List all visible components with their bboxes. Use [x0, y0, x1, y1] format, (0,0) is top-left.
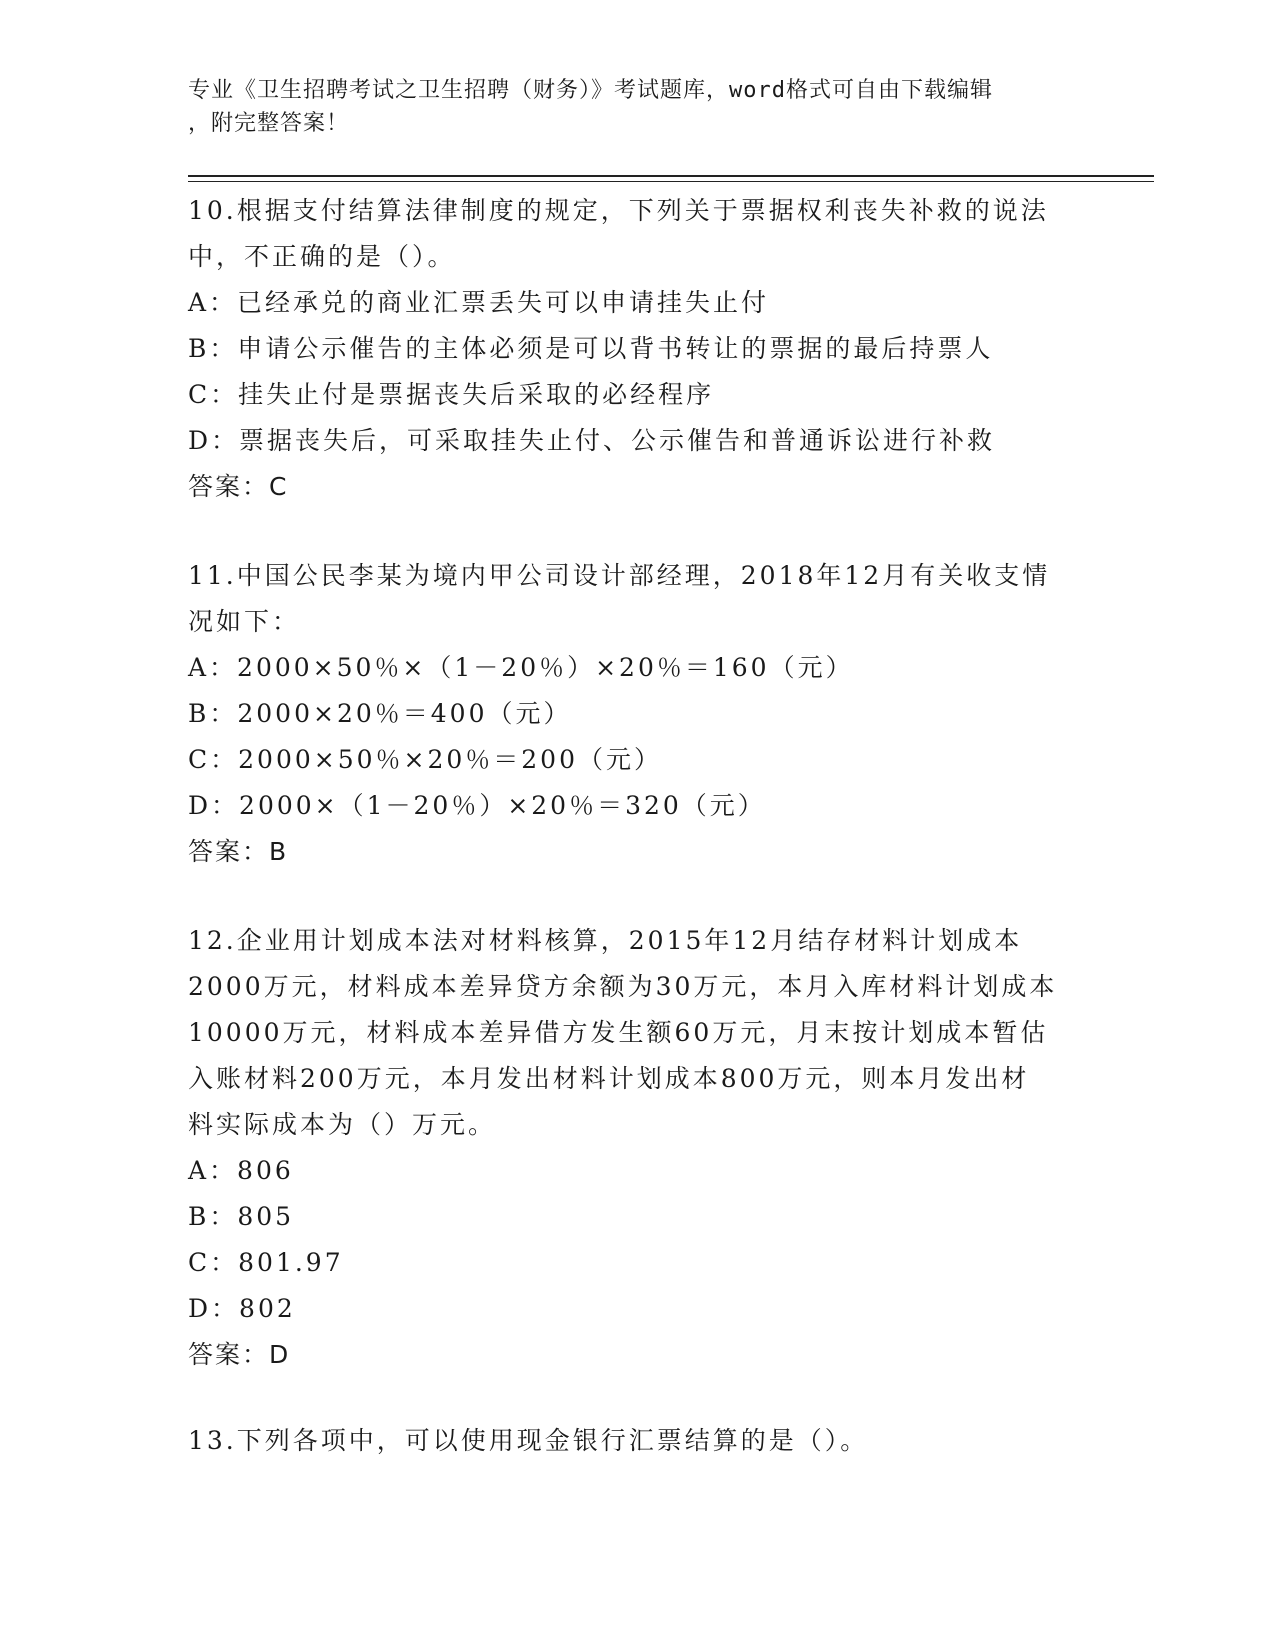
question-stem-line: 11.中国公民李某为境内甲公司设计部经理，2018年12月有关收支情 — [188, 561, 1051, 590]
question-stem-line: 中，不正确的是（）。 — [188, 242, 456, 271]
question-13 — [188, 1418, 1088, 1464]
option-d: D：802 — [188, 1294, 296, 1323]
question-10 — [188, 188, 1088, 510]
header-line-2: ，附完整答案！ — [188, 111, 350, 136]
option-a: A：已经承兑的商业汇票丢失可以申请挂失止付 — [188, 288, 770, 317]
option-b: B：申请公示催告的主体必须是可以背书转让的票据的最后持票人 — [188, 334, 994, 363]
answer-label: 答案：D — [188, 1340, 291, 1369]
option-d: D：2000×（1－20％）×20％＝320（元） — [188, 791, 766, 820]
option-a: A：2000×50％×（1－20％）×20％＝160（元） — [188, 653, 854, 682]
question-stem-line: 况如下： — [188, 607, 301, 636]
option-b: B：2000×20％＝400（元） — [188, 699, 572, 728]
question-stem-line: 12.企业用计划成本法对材料核算，2015年12月结存材料计划成本 — [188, 926, 1023, 955]
option-c: C：801.97 — [188, 1248, 344, 1277]
option-a: A：806 — [188, 1156, 294, 1185]
question-12 — [188, 918, 1088, 1378]
question-stem-line: 料实际成本为（）万元。 — [188, 1110, 497, 1139]
answer-label: 答案：C — [188, 472, 289, 501]
answer-label: 答案：B — [188, 837, 289, 866]
question-stem-line: 13.下列各项中，可以使用现金银行汇票结算的是（）。 — [188, 1426, 869, 1455]
option-c: C：2000×50％×20％＝200（元） — [188, 745, 662, 774]
header-line-1: 专业《卫生招聘考试之卫生招聘（财务）》考试题库，word格式可自由下载编辑 — [188, 78, 993, 103]
question-stem-line: 10000万元，材料成本差异借方发生额60万元，月末按计划成本暂估 — [188, 1018, 1049, 1047]
document-header — [188, 74, 1078, 140]
option-d: D：票据丧失后，可采取挂失止付、公示催告和普通诉讼进行补救 — [188, 426, 996, 455]
option-b: B：805 — [188, 1202, 295, 1231]
header-divider-thick — [188, 175, 1154, 177]
option-c: C：挂失止付是票据丧失后采取的必经程序 — [188, 380, 715, 409]
header-divider-thin — [188, 181, 1154, 182]
question-11 — [188, 553, 1088, 875]
question-stem-line: 10.根据支付结算法律制度的规定，下列关于票据权利丧失补救的说法 — [188, 196, 1049, 225]
question-stem-line: 入账材料200万元，本月发出材料计划成本800万元，则本月发出材 — [188, 1064, 1030, 1093]
question-stem-line: 2000万元，材料成本差异贷方余额为30万元，本月入库材料计划成本 — [188, 972, 1058, 1001]
